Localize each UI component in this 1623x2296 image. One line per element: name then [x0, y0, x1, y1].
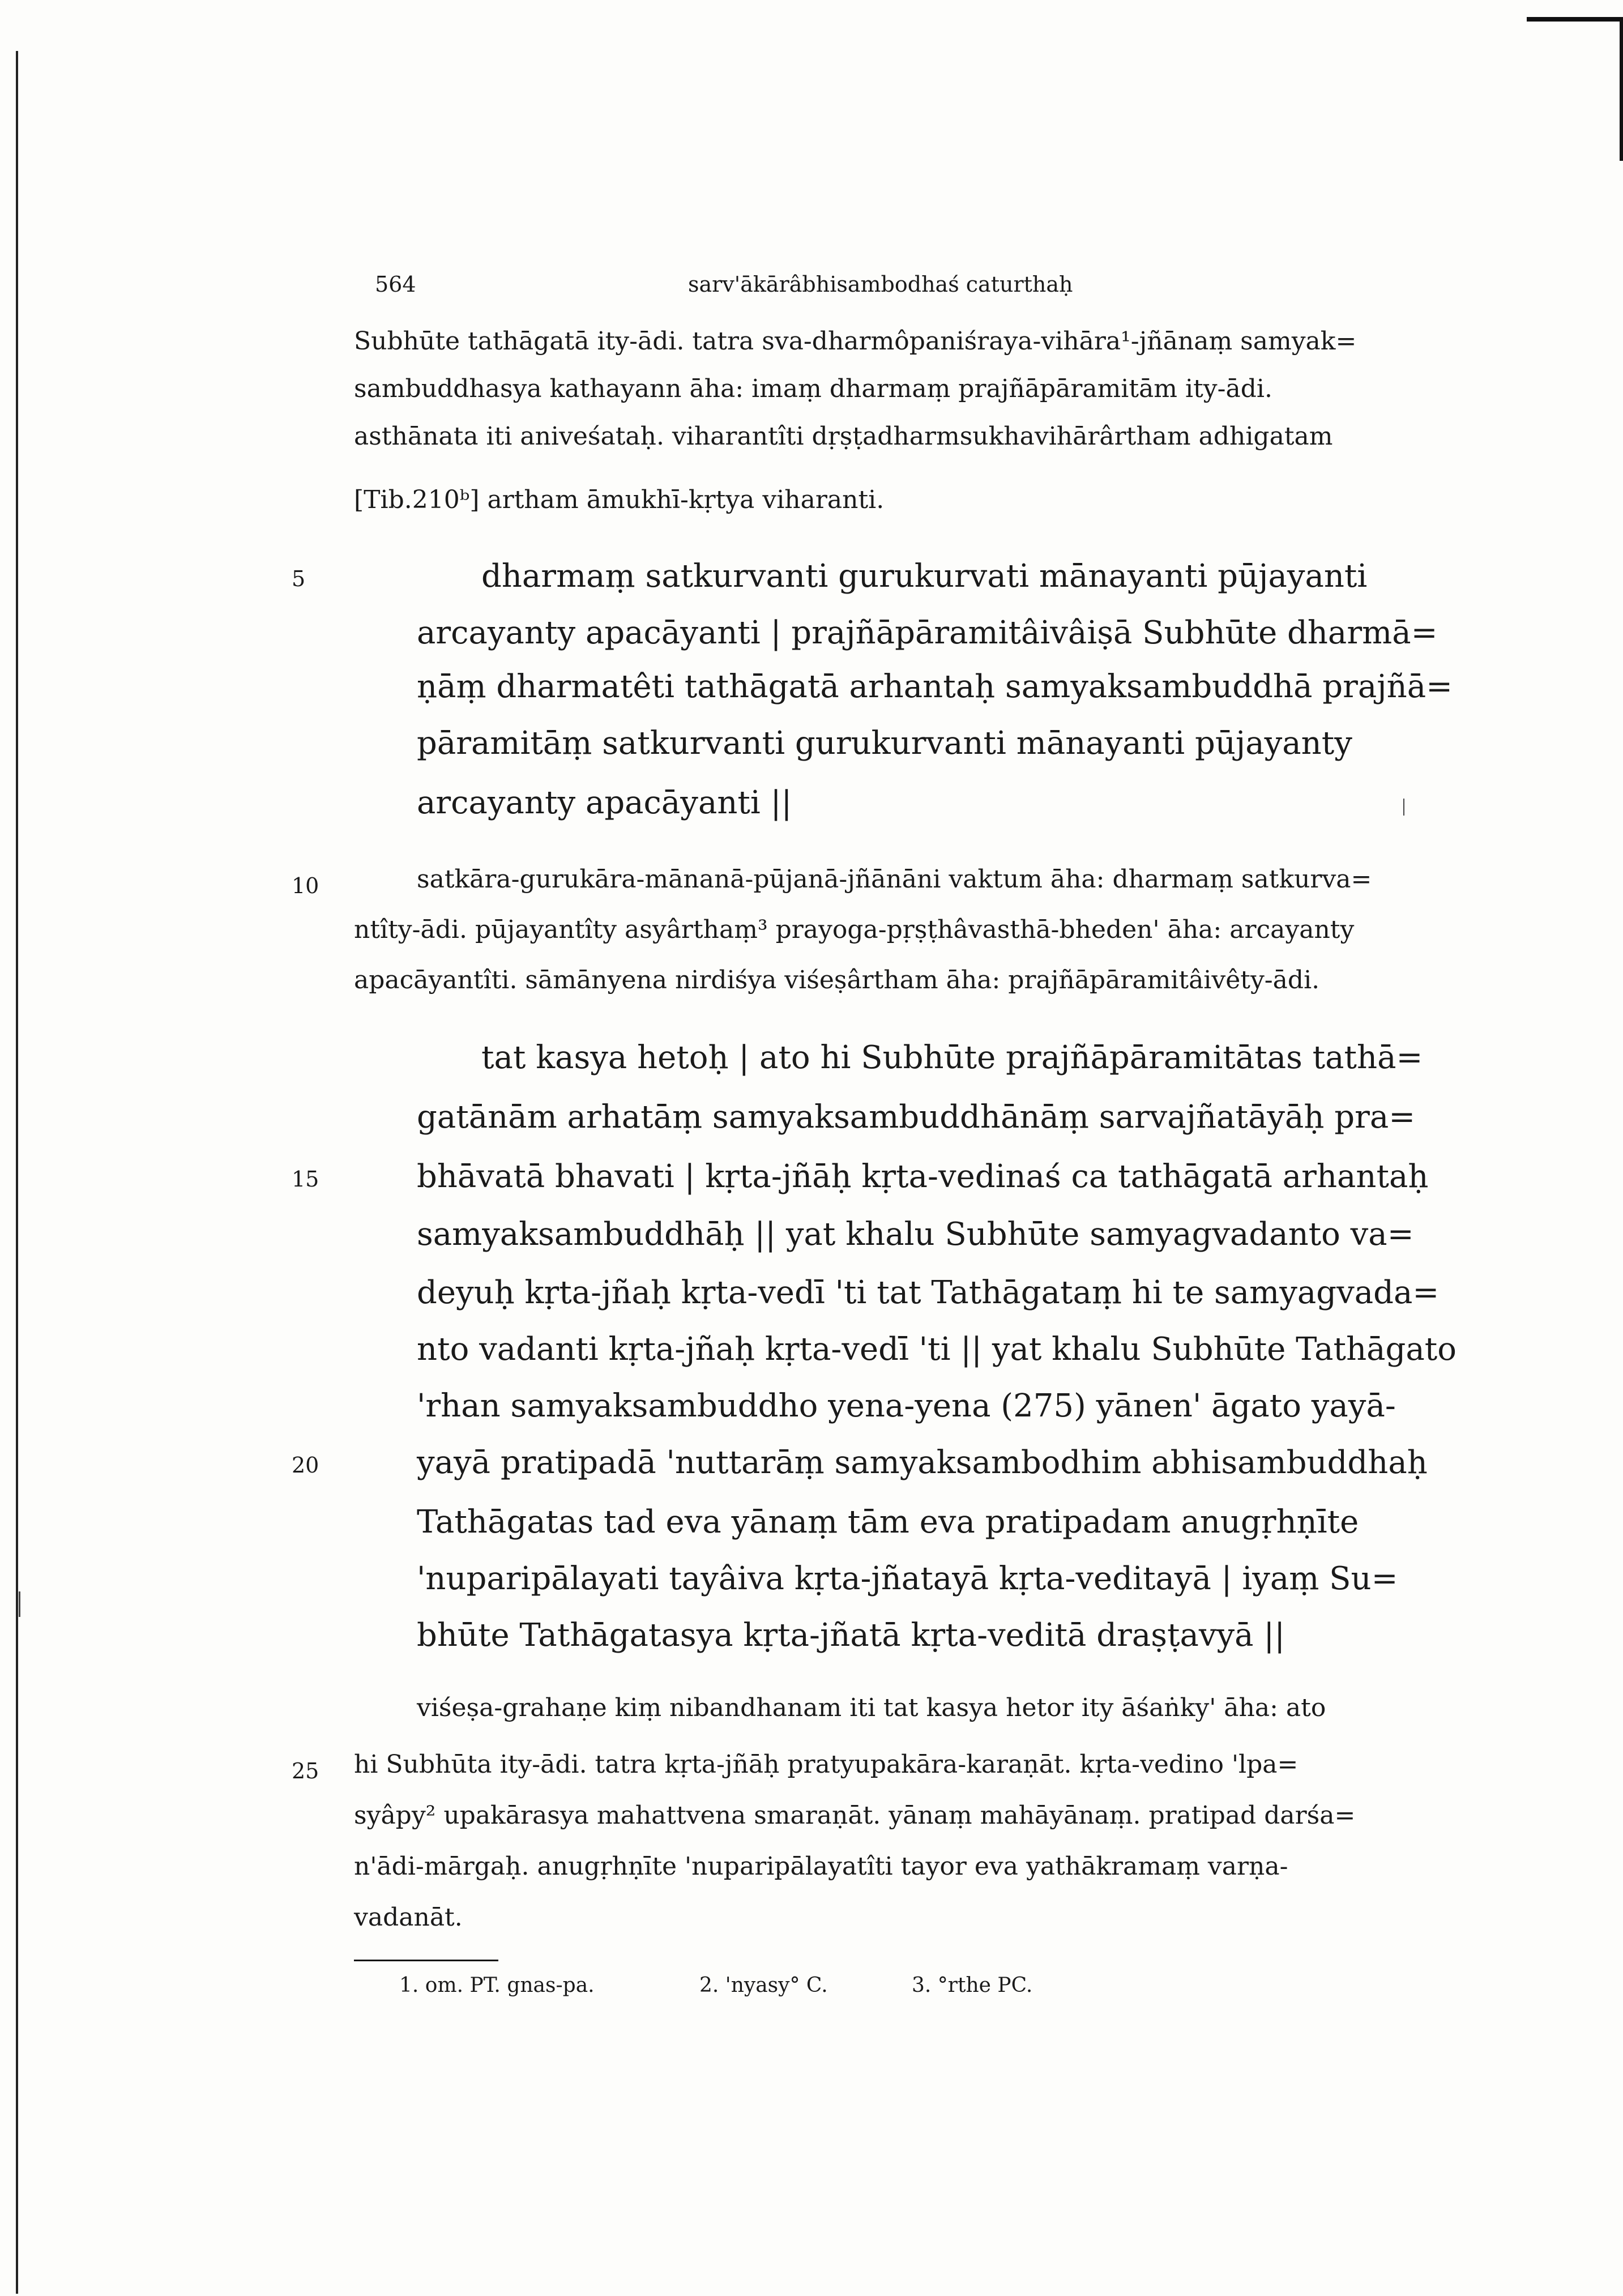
line-number: 25 — [292, 1759, 319, 1783]
sutra-line: yayā pratipadā 'nuttarāṃ samyaksambodhim abhisambuddhaḥ — [417, 1444, 1428, 1481]
commentary-line: n'ādi-mārgaḥ. anugṛhṇīte 'nuparipālayatîti tayor eva yathākramaṃ varṇa- — [354, 1852, 1288, 1881]
sutra-line: bhāvatā bhavati | kṛta-jñāḥ kṛta-vedinaś ca tathāgatā arhantaḥ — [417, 1158, 1429, 1195]
page-number: 564 — [375, 272, 416, 297]
sutra-line: pāramitāṃ satkurvanti gurukurvanti mānayanti pūjayanty — [417, 725, 1352, 762]
page-header — [0, 272, 1623, 306]
sutra-line: deyuḥ kṛta-jñaḥ kṛta-vedī 'ti tat Tathāgataṃ hi te samyagvada= — [417, 1274, 1440, 1311]
sutra-line: nto vadanti kṛta-jñaḥ kṛta-vedī 'ti || yat khalu Subhūte Tathāgato — [417, 1331, 1457, 1368]
footnote-2: 2. 'nyasy° C. — [699, 1974, 828, 1997]
commentary-line: Subhūte tathāgatā ity-ādi. tatra sva-dharmôpaniśraya-vihāra¹-jñānaṃ samyak= — [354, 327, 1357, 356]
line-number: 20 — [292, 1453, 319, 1478]
running-head: sarv'ākārâbhisambodhaś caturthaḥ — [688, 272, 1073, 297]
line-number: 5 — [292, 566, 306, 591]
sutra-line: gatānām arhatāṃ samyaksambuddhānāṃ sarvajñatāyāḥ pra= — [417, 1099, 1416, 1136]
scan-edge-left — [16, 51, 18, 2294]
commentary-line: asthānata iti aniveśataḥ. viharantîti dṛṣṭadharmsukhavihārârtham adhigatam — [354, 422, 1333, 451]
scan-mark — [1403, 799, 1404, 816]
footnote-rule — [354, 1960, 498, 1961]
commentary-line: satkāra-gurukāra-mānanā-pūjanā-jñānāni vaktum āha: dharmaṃ satkurva= — [417, 865, 1372, 894]
commentary-line: vadanāt. — [354, 1903, 463, 1932]
commentary-line: sambuddhasya kathayann āha: imaṃ dharmaṃ prajñāpāramitām ity-ādi. — [354, 374, 1272, 403]
sutra-line: Tathāgatas tad eva yānaṃ tām eva pratipadam anugṛhṇīte — [417, 1504, 1359, 1540]
commentary-line: apacāyantîti. sāmānyena nirdiśya viśeṣârtham āha: prajñāpāramitâivêty-ādi. — [354, 966, 1320, 995]
commentary-line: [Tib.210ᵇ] artham āmukhī-kṛtya viharanti. — [354, 485, 885, 514]
sutra-line: ṇāṃ dharmatêti tathāgatā arhantaḥ samyaksambuddhā prajñā= — [417, 668, 1453, 705]
scan-corner-top — [1527, 17, 1623, 22]
sutra-line: 'rhan samyaksambuddho yena-yena (275) yānen' āgato yayā- — [417, 1388, 1396, 1424]
footnote-3: 3. °rthe PC. — [912, 1974, 1033, 1997]
scan-corner-side — [1620, 19, 1623, 161]
line-number: 10 — [292, 873, 319, 898]
sutra-line: dharmaṃ satkurvanti gurukurvati mānayanti pūjayanti — [481, 558, 1368, 595]
commentary-line: ntîty-ādi. pūjayantîty asyârthaṃ³ prayoga-pṛṣṭhâvasthā-bheden' āha: arcayanty — [354, 915, 1355, 944]
scan-mark — [19, 1591, 20, 1617]
sutra-line: bhūte Tathāgatasya kṛta-jñatā kṛta-veditā draṣṭavyā || — [417, 1617, 1285, 1654]
commentary-line: syâpy² upakārasya mahattvena smaraṇāt. yānaṃ mahāyānaṃ. pratipad darśa= — [354, 1801, 1356, 1830]
sutra-line: samyaksambuddhāḥ || yat khalu Subhūte samyagvadanto va= — [417, 1216, 1414, 1253]
sutra-line: 'nuparipālayati tayâiva kṛta-jñatayā kṛta-veditayā | iyaṃ Su= — [417, 1560, 1398, 1597]
sutra-line: tat kasya hetoḥ | ato hi Subhūte prajñāpāramitātas tathā= — [481, 1039, 1423, 1076]
commentary-line: hi Subhūta ity-ādi. tatra kṛta-jñāḥ pratyupakāra-karaṇāt. kṛta-vedino 'lpa= — [354, 1750, 1299, 1779]
footnotes — [0, 1974, 1623, 2008]
footnote-1: 1. om. PT. gnas-pa. — [399, 1974, 595, 1997]
line-number: 15 — [292, 1167, 319, 1192]
sutra-line: arcayanty apacāyanti || — [417, 784, 792, 821]
sutra-line: arcayanty apacāyanti | prajñāpāramitâivâiṣā Subhūte dharmā= — [417, 614, 1438, 651]
commentary-line: viśeṣa-grahaṇe kiṃ nibandhanam iti tat kasya hetor ity āśaṅky' āha: ato — [417, 1693, 1326, 1722]
